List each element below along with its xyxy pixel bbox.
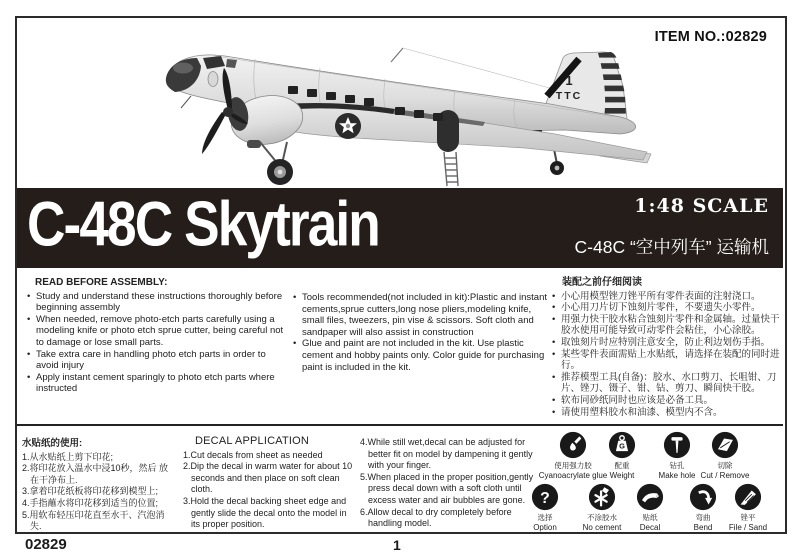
assembly-bullet: • Tools recommended(not included in kit):Plastic and instant cements,sprue cutters,long nose pliers,modeling knife, small files, tweezers, pin vise & scissors. Soft cloth and sandpaper will also assist in construction [293, 292, 549, 338]
decal-header-en: DECAL APPLICATION [195, 435, 310, 447]
footer-item-number: 02829 [25, 536, 67, 553]
symbol-label-en: Cut / Remove [700, 471, 750, 480]
assembly-bullet-cn: • 取蚀刻片时应特别注意安全，防止利边划伤手指。 [552, 337, 783, 349]
symbol-label-en: File / Sand [728, 523, 768, 532]
assembly-header-cn: 装配之前仔细阅读 [562, 277, 642, 288]
decal-column-en-1 [183, 436, 353, 531]
symbol-label-en: Option [533, 523, 557, 532]
assembly-bullet-cn: • 软布同砂纸同时也应该是必备工具。 [552, 395, 783, 407]
svg-text:G: G [619, 441, 625, 451]
tail-code-text: TTC [555, 90, 583, 102]
symbol-label-en: Cyanoacrylate glue [538, 471, 608, 480]
assembly-column-en-1 [27, 277, 291, 395]
symbol-label-cn: 钻孔 [669, 461, 685, 470]
aircraft-illustration [95, 46, 715, 196]
decal-step: 1.Cut decals from sheet as needed [183, 449, 323, 460]
assembly-header-en: READ BEFORE ASSEMBLY: [35, 277, 168, 288]
decal-step: 4.While still wet,decal can be adjusted for better fit on model by dampening it gently with your finger. [360, 437, 533, 471]
assembly-column-en-2 [293, 292, 549, 373]
assembly-bullet: • Glue and paint are not included in the kit. Use plastic cement and hobby paints only. Color guide for purchasing paint is included in the kit. [293, 338, 549, 373]
scale-label: 1:48 SCALE [634, 195, 769, 217]
decal-header-cn: 水贴纸的使用: [22, 438, 83, 449]
symbol-label-cn: 锉平 [740, 513, 756, 522]
file-sand-icon [734, 483, 762, 511]
assembly-bullet-cn: • 某些零件表面需贴上水贴纸，请选择在装配的同时进行。 [552, 349, 783, 372]
symbol-label-cn: 贴纸 [642, 513, 658, 522]
decal-step: 6.Allow decal to dry completely before handling model. [360, 506, 512, 529]
assembly-bullet-cn: • 小心用刀片切下蚀刻片零件，不要遗失小零件。 [552, 302, 783, 314]
assembly-bullet-cn: • 请使用塑料胶水和油漆、模型内不含。 [552, 407, 783, 419]
symbol-label-en: Weight [609, 471, 635, 480]
cut-remove-icon [711, 431, 739, 459]
kit-title-chinese: C-48C “空中列车” 运输机 [574, 237, 769, 257]
assembly-bullet: • Apply instant cement sparingly to photo etch parts where instructed [27, 372, 291, 395]
decal-step: 3.Hold the decal backing sheet edge and gently slide the decal onto the model in its proper position. [183, 495, 347, 530]
symbol-label-cn: 弯曲 [695, 513, 711, 522]
decal-step-cn: 5.用软布轻压印花直至水干、汽泡消失. [22, 509, 165, 532]
decal-step: 2.Dip the decal in warm water for about 10 seconds and then place on soft clean cloth. [183, 461, 353, 495]
page-number: 1 [393, 537, 401, 553]
tail-number-text: 1 [565, 73, 573, 88]
decal-step-cn: 2.将印花放入温水中浸10秒，然后 放在干净布上. [22, 463, 169, 485]
decal-step-cn: 3.拿着印花纸板将印花移到模型上; [22, 486, 159, 497]
assembly-bullet-cn: • 推荐模型工具(自备)：胶水、水口剪刀、长咀钳、刀片、锉刀、镊子、钳、钻、剪刀、瞬间快干胶。 [552, 372, 783, 395]
assembly-column-cn [552, 277, 783, 418]
kit-title: C-48C Skytrain [27, 188, 379, 259]
star-insignia [335, 113, 361, 139]
symbol-label-cn: 不涂胶水 [587, 513, 617, 522]
symbol-cut-remove [677, 431, 773, 480]
symbol-label-en: No cement [582, 523, 622, 532]
decal-step-cn: 1.从水贴纸上剪下印花; [22, 451, 114, 462]
title-bar [17, 188, 783, 268]
symbol-label-en: Make hole [658, 471, 696, 480]
assembly-bullet: • When needed, remove photo-etch parts carefully using a modeling knife or photo etch sprue cutter, being careful not to damage or lose small parts. [27, 314, 291, 349]
assembly-bullet-cn: • 用强力快干胶水粘合蚀刻片零件和金属轴。过量快干胶水使用可能导致可动零件会粘住，小心涂胶。 [552, 314, 783, 337]
decal-column-cn [22, 438, 174, 533]
symbol-file-sand [700, 483, 796, 532]
svg-text:?: ? [540, 490, 550, 508]
decal-step: 5.When placed in the proper position,gently press decal down with a soft cloth until excess water and air bubbles are gone. [360, 471, 534, 505]
symbol-label-cn: 选择 [537, 513, 553, 522]
assembly-bullet: • Take extra care in handling photo etch parts in order to avoid injury [27, 349, 291, 372]
item-number: ITEM NO.:02829 [654, 29, 767, 45]
symbol-label-cn: 切除 [717, 461, 733, 470]
section-divider [17, 424, 783, 426]
symbol-legend [515, 431, 800, 531]
assembly-bullet: • Study and understand these instructions thoroughly before beginning assembly [27, 291, 291, 314]
symbol-label-cn: 配重 [614, 461, 630, 470]
decal-step-cn: 4.手指蘸水将印花移到适当的位置; [22, 497, 159, 508]
symbol-label-en: Bend [693, 523, 713, 532]
assembly-bullet-cn: • 小心用模型锉刀锉平所有零件表面的注射浇口。 [552, 291, 783, 303]
symbol-label-cn: 使用强力胶 [554, 461, 592, 470]
symbol-label-en: Decal [639, 523, 661, 532]
